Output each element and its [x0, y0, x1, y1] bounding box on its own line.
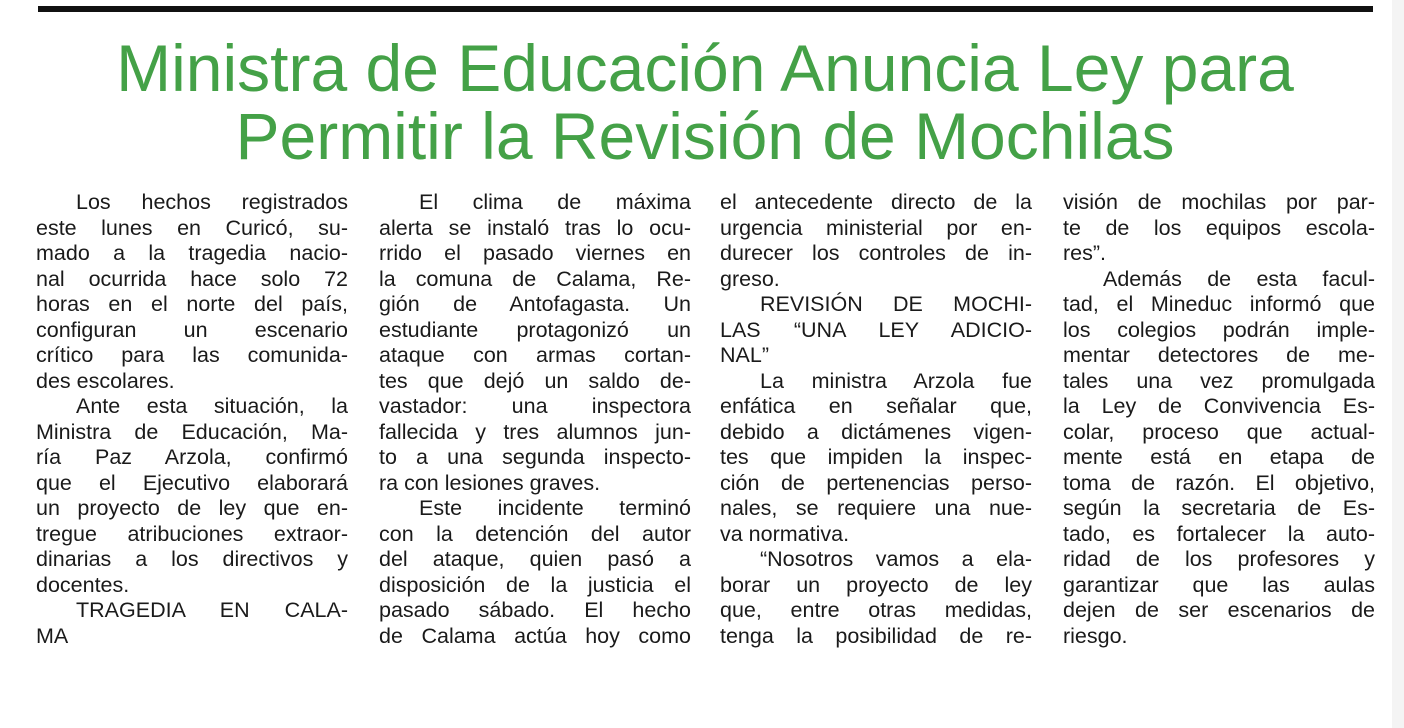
text-line: tenga la posibilidad de re- [720, 623, 1032, 648]
text-line: alerta se instaló tras lo ocu- [379, 215, 691, 240]
text-line: El clima de máxima [419, 190, 691, 214]
text-line: Ministra de Educación, Ma- [36, 419, 348, 444]
text-line: horas en el norte del país, [36, 292, 348, 316]
text-line: riesgo. [1063, 623, 1128, 648]
text-line: Los hechos registrados [76, 190, 348, 214]
text-line: LAS “UNA LEY ADICIO- [720, 317, 1032, 342]
text-line: tado, es fortalecer la auto- [1063, 521, 1375, 546]
text-line: la comuna de Calama, Re- [379, 266, 691, 291]
text-line: tad, el Mineduc informó que [1063, 292, 1375, 316]
article-column-3 [720, 190, 1032, 649]
text-line: debido a dictámenes vigen- [720, 419, 1032, 444]
text-line: Este incidente terminó [419, 496, 691, 520]
text-line: rrido el pasado viernes en [379, 241, 691, 265]
text-line: La ministra Arzola fue [760, 368, 1032, 393]
text-line: MA [36, 623, 69, 648]
text-line: dinarias a los directivos y [36, 547, 348, 571]
text-line: mente está en etapa de [1063, 445, 1375, 469]
text-line: configuran un escenario [36, 317, 348, 342]
text-line: ción de pertenencias perso- [720, 470, 1032, 495]
text-line: te de los equipos escola- [1063, 215, 1375, 240]
text-line: greso. [720, 266, 780, 291]
text-line: enfática en señalar que, [720, 394, 1032, 418]
text-line: ridad de los profesores y [1063, 547, 1375, 571]
text-line: durecer los controles de in- [720, 241, 1032, 265]
text-line: el antecedente directo de la [720, 190, 1032, 214]
page-edge [1392, 0, 1404, 728]
text-line: con la detención del autor [379, 521, 691, 546]
text-line: TRAGEDIA EN CALA- [76, 598, 348, 622]
text-line: va normativa. [720, 521, 850, 546]
text-line: pasado sábado. El hecho [379, 598, 691, 622]
text-line: tes que dejó un saldo de- [379, 368, 691, 393]
text-line: ría Paz Arzola, confirmó [36, 445, 348, 469]
text-line: colar, proceso que actual- [1063, 419, 1375, 444]
text-line: mado a la tragedia nacio- [36, 241, 348, 265]
text-line: ra con lesiones graves. [379, 470, 601, 495]
text-line: “Nosotros vamos a ela- [760, 547, 1032, 571]
headline-line-1: Ministra de Educación Anuncia Ley para [116, 31, 1294, 105]
text-line: crítico para las comunida- [36, 343, 348, 367]
text-line: Además de esta facul- [1103, 266, 1375, 291]
text-line: NAL” [720, 343, 769, 367]
text-line: nales, se requiere una nue- [720, 496, 1032, 520]
text-line: nal ocurrida hace solo 72 [36, 266, 348, 291]
text-line: dejen de ser escenarios de [1063, 598, 1375, 622]
text-line: res”. [1063, 241, 1106, 265]
text-line: del ataque, quien pasó a [379, 547, 691, 571]
text-line: disposición de la justicia el [379, 572, 691, 597]
text-line: des escolares. [36, 368, 175, 393]
text-line: urgencia ministerial por en- [720, 215, 1032, 240]
article-column-4 [1063, 190, 1375, 649]
text-line: fallecida y tres alumnos jun- [379, 419, 691, 444]
text-line: toma de razón. El objetivo, [1063, 470, 1375, 495]
text-line: un proyecto de ley que en- [36, 496, 348, 520]
text-line: vastador: una inspectora [379, 394, 691, 418]
article-column-1 [36, 190, 348, 649]
article-column-2 [379, 190, 691, 649]
text-line: gión de Antofagasta. Un [379, 292, 691, 316]
text-line: borar un proyecto de ley [720, 572, 1032, 597]
text-line: visión de mochilas por par- [1063, 190, 1375, 214]
text-line: que, entre otras medidas, [720, 598, 1032, 622]
text-line: los colegios podrán imple- [1063, 317, 1375, 342]
text-line: ataque con armas cortan- [379, 343, 691, 367]
top-rule [38, 6, 1373, 12]
text-line: garantizar que las aulas [1063, 572, 1375, 597]
text-line: docentes. [36, 572, 130, 597]
text-line: tales una vez promulgada [1063, 368, 1375, 393]
text-line: de Calama actúa hoy como [379, 623, 691, 648]
headline [30, 31, 1380, 173]
headline-line-2: Permitir la Revisión de Mochilas [235, 99, 1175, 173]
text-line: tes que impiden la inspec- [720, 445, 1032, 469]
text-line: según la secretaria de Es- [1063, 496, 1375, 520]
text-line: que el Ejecutivo elaborará [36, 470, 348, 495]
text-line: estudiante protagonizó un [379, 317, 691, 342]
text-line: Ante esta situación, la [76, 394, 348, 418]
text-line: la Ley de Convivencia Es- [1063, 394, 1375, 418]
text-line: tregue atribuciones extraor- [36, 521, 348, 546]
text-line: REVISIÓN DE MOCHI- [760, 292, 1032, 316]
text-line: mentar detectores de me- [1063, 343, 1375, 367]
text-line: este lunes en Curicó, su- [36, 215, 348, 240]
text-line: to a una segunda inspecto- [379, 445, 691, 469]
